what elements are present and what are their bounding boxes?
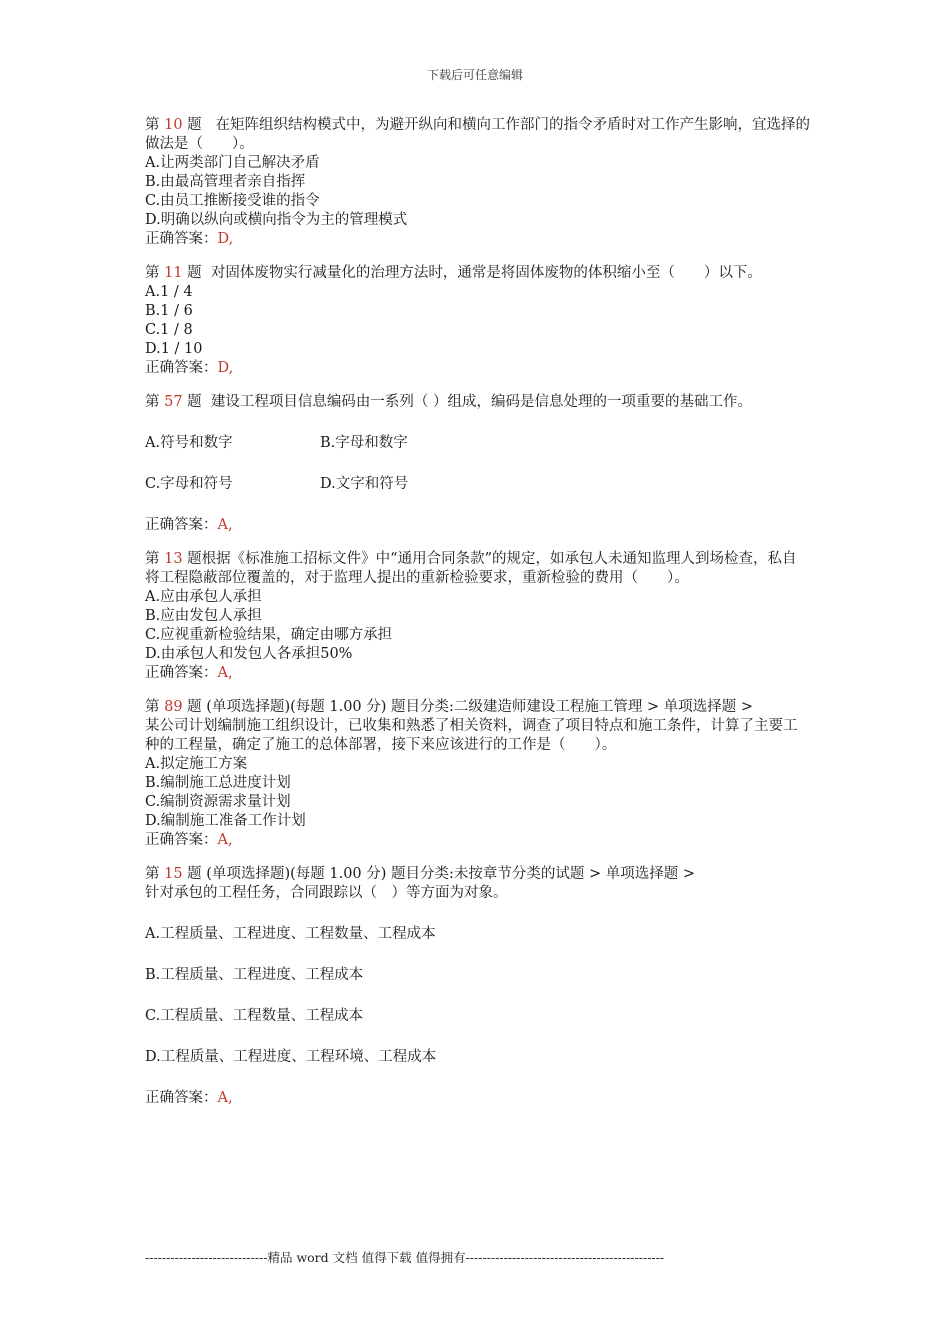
- answer-line: [145, 831, 810, 850]
- option-c: C.应视重新检验结果，确定由哪方承担: [145, 627, 393, 643]
- question-stem: [145, 698, 810, 717]
- option-row: [145, 475, 810, 494]
- question-89: [145, 698, 810, 850]
- answer-line: [145, 359, 810, 378]
- answer-label: 正确答案：: [145, 1090, 218, 1106]
- option-d: D.明确以纵向或横向指令为主的管理模式: [145, 212, 408, 228]
- option-d: D.文字和符号: [320, 476, 409, 492]
- question-prefix: 第: [145, 699, 165, 715]
- question-stem: [145, 116, 810, 154]
- question-suffix: 题: [182, 551, 202, 567]
- question-suffix: 题: [182, 117, 202, 133]
- question-text: 对固体废物实行减量化的治理方法时，通常是将固体废物的体积缩小至（ ）以下。: [201, 265, 762, 281]
- page-header: 下载后可任意编辑: [426, 68, 523, 82]
- question-meta: (单项选择题)(每题 1.00 分) 题目分类:未按章节分类的试题 > 单项选择题 >: [201, 866, 696, 882]
- question-text: 根据《标准施工招标文件》中“通用合同条款”的规定，如承包人未通知监理人到场检查，私自将工程隐蔽部位覆盖的，对于监理人提出的重新检验要求，重新检验的费用（ ）。: [145, 551, 797, 586]
- option-b: B.字母和数字: [320, 435, 408, 451]
- question-15: [145, 865, 810, 1108]
- question-prefix: 第: [145, 265, 165, 281]
- question-text: 针对承包的工程任务，合同跟踪以（ ）等方面为对象。: [145, 885, 508, 901]
- option-c: C.字母和符号: [145, 476, 233, 492]
- answer-label: 正确答案：: [145, 231, 218, 247]
- option-d: D.编制施工准备工作计划: [145, 813, 306, 829]
- answer-value: A,: [217, 1090, 233, 1106]
- question-stem: [145, 264, 810, 283]
- page-footer: -----------------------------精品 word 文档 值得下载 值得拥有-----------------------------------------------: [145, 1250, 665, 1265]
- answer-value: A,: [217, 517, 233, 533]
- question-57: [145, 393, 810, 535]
- question-13: [145, 550, 810, 683]
- question-10: [145, 116, 810, 249]
- question-stem: [145, 865, 810, 884]
- option-row: [145, 434, 810, 453]
- question-suffix: 题: [182, 265, 202, 281]
- option-a: A.工程质量、工程进度、工程数量、工程成本: [145, 926, 436, 942]
- answer-value: D,: [217, 360, 234, 376]
- option-d: D.工程质量、工程进度、工程环境、工程成本: [145, 1049, 437, 1065]
- option-a: A.应由承包人承担: [145, 589, 262, 605]
- answer-line: [145, 1089, 810, 1108]
- answer-line: [145, 230, 810, 249]
- option-b: B.工程质量、工程进度、工程成本: [145, 967, 364, 983]
- question-suffix: 题: [182, 699, 202, 715]
- option-b: B.由最高管理者亲自指挥: [145, 174, 306, 190]
- answer-label: 正确答案：: [145, 517, 218, 533]
- answer-value: D,: [217, 231, 234, 247]
- question-stem: [145, 393, 810, 412]
- option-a: A.符号和数字: [145, 435, 233, 451]
- question-number: 11: [164, 265, 183, 281]
- option-d: D.1 / 10: [145, 341, 203, 357]
- option-b: B.编制施工总进度计划: [145, 775, 291, 791]
- question-prefix: 第: [145, 866, 165, 882]
- question-text: 某公司计划编制施工组织设计，已收集和熟悉了相关资料，调查了项目特点和施工条件，计算了主要工种的工程量，确定了施工的总体部署，接下来应该进行的工作是（ ）。: [145, 718, 798, 753]
- question-number: 89: [164, 699, 183, 715]
- question-text: 建设工程项目信息编码由一系列（ ）组成，编码是信息处理的一项重要的基础工作。: [201, 394, 752, 410]
- answer-value: A,: [217, 832, 233, 848]
- option-a: A.让两类部门自己解决矛盾: [145, 155, 320, 171]
- question-stem: [145, 550, 810, 588]
- answer-label: 正确答案：: [145, 832, 218, 848]
- question-prefix: 第: [145, 551, 165, 567]
- question-meta: (单项选择题)(每题 1.00 分) 题目分类:二级建造师建设工程施工管理 > 单项选择题 >: [201, 699, 754, 715]
- option-b: B.1 / 6: [145, 303, 193, 319]
- answer-line: [145, 664, 810, 683]
- question-number: 10: [164, 117, 183, 133]
- question-suffix: 题: [182, 394, 202, 410]
- option-d: D.由承包人和发包人各承担50%: [145, 646, 353, 662]
- question-text: 在矩阵组织结构模式中，为避开纵向和横向工作部门的指令矛盾时对工作产生影响，宜选择的做法是（ ）。: [145, 117, 810, 152]
- question-suffix: 题: [182, 866, 202, 882]
- question-number: 57: [164, 394, 183, 410]
- question-11: [145, 264, 810, 378]
- option-c: C.1 / 8: [145, 322, 193, 338]
- answer-label: 正确答案：: [145, 665, 218, 681]
- answer-value: A,: [217, 665, 233, 681]
- question-number: 13: [164, 551, 183, 567]
- question-prefix: 第: [145, 117, 165, 133]
- question-prefix: 第: [145, 394, 165, 410]
- option-c: C.编制资源需求量计划: [145, 794, 291, 810]
- answer-label: 正确答案：: [145, 360, 218, 376]
- option-a: A.1 / 4: [145, 284, 193, 300]
- option-a: A.拟定施工方案: [145, 756, 248, 772]
- answer-line: [145, 516, 810, 535]
- option-b: B.应由发包人承担: [145, 608, 262, 624]
- question-number: 15: [164, 866, 183, 882]
- option-c: C.工程质量、工程数量、工程成本: [145, 1008, 364, 1024]
- question-list: [145, 116, 810, 1123]
- option-c: C.由员工推断接受谁的指令: [145, 193, 320, 209]
